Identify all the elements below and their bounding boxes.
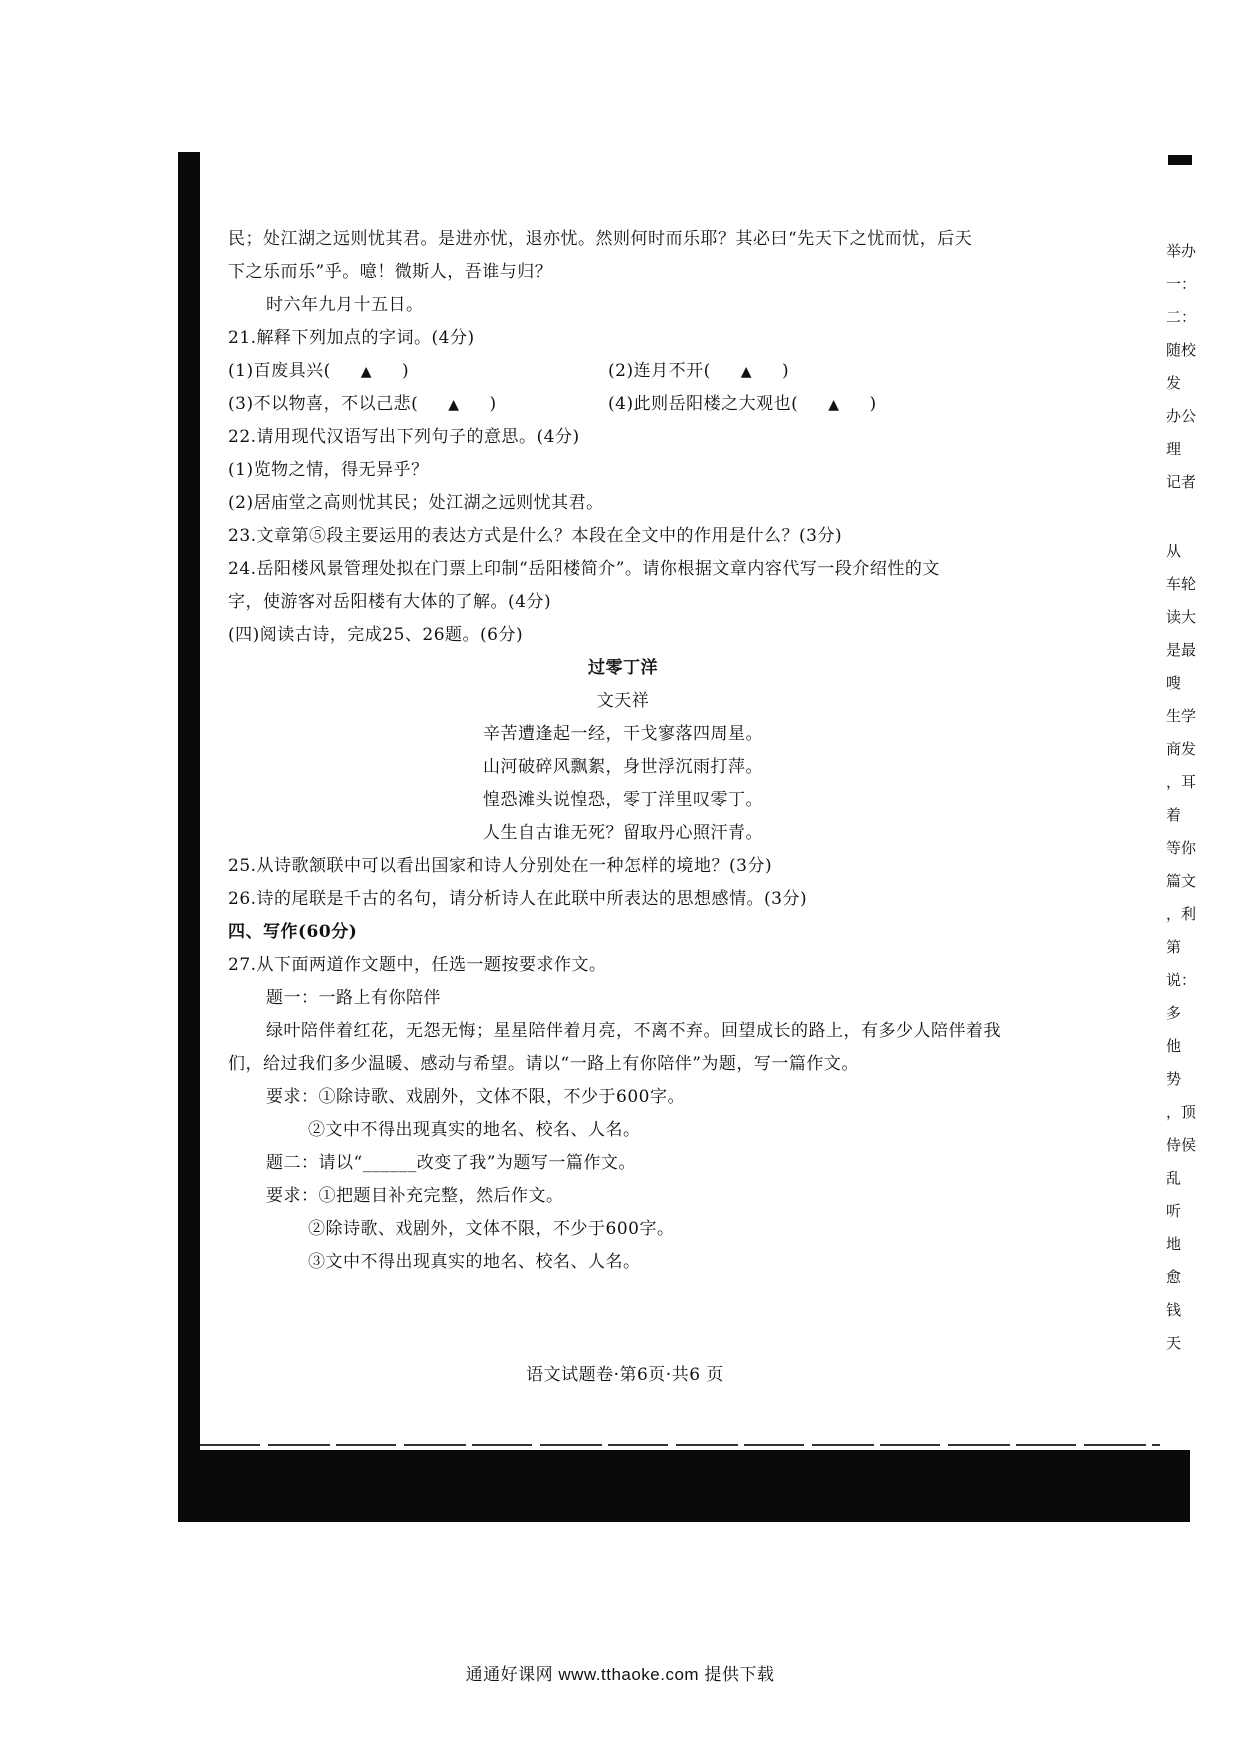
poem-line-1: 辛苦遭逢起一经，干戈寥落四周星。 <box>483 724 763 744</box>
answer-blank-marker: ▲ <box>740 364 752 380</box>
margin-fragment: 钱 <box>1166 1301 1182 1319</box>
margin-fragment: ，耳 <box>1166 773 1197 791</box>
margin-fragment: 说： <box>1166 971 1197 989</box>
margin-fragment: 侍侯 <box>1166 1136 1197 1154</box>
answer-blank-marker: ▲ <box>360 364 372 380</box>
margin-fragment: 举办 <box>1166 242 1197 260</box>
poem-line-3: 惶恐滩头说惶恐，零丁洋里叹零丁。 <box>483 790 763 810</box>
margin-fragment: 地 <box>1166 1235 1182 1253</box>
q21-item-2: (2)连月不开( <box>608 361 711 381</box>
scan-left-border <box>178 152 200 1522</box>
topic-1-title: 题一：一路上有你陪伴 <box>266 988 441 1008</box>
topic-1-requirement-2: ②文中不得出现真实的地名、校名、人名。 <box>308 1120 641 1140</box>
margin-fragment: 发 <box>1166 374 1182 392</box>
margin-fragment: 着 <box>1166 806 1182 824</box>
scan-edge-mark <box>1168 155 1192 165</box>
question-22-sentence-2: (2)居庙堂之高则忧其民；处江湖之远则忧其君。 <box>228 493 604 513</box>
margin-fragment: 听 <box>1166 1202 1182 1220</box>
margin-fragment: 嗖 <box>1166 674 1182 692</box>
poem-author: 文天祥 <box>596 691 650 711</box>
page-footer: 语文试题卷·第6页·共6 页 <box>526 1365 724 1385</box>
margin-fragment: 势 <box>1166 1070 1182 1088</box>
question-27: 27.从下面两道作文题中，任选一题按要求作文。 <box>228 955 607 975</box>
q21-item-3: (3)不以物喜，不以己悲( <box>228 394 419 414</box>
margin-fragment: ，利 <box>1166 905 1197 923</box>
margin-fragment: 愈 <box>1166 1268 1182 1286</box>
download-credit: 通通好课网 www.tthaoke.com 提供下载 <box>465 1665 775 1684</box>
topic-1-requirement-1: 要求：①除诗歌、戏剧外，文体不限，不少于600字。 <box>266 1087 685 1107</box>
passage-line-3: 时六年九月十五日。 <box>266 295 424 315</box>
poem-line-4: 人生自古谁无死？留取丹心照汗青。 <box>483 823 763 843</box>
margin-fragment: 二： <box>1166 308 1197 326</box>
answer-blank-marker: ▲ <box>448 397 460 413</box>
writing-section-heading: 四、写作(60分) <box>228 922 358 942</box>
topic-1-body-1: 绿叶陪伴着红花，无怨无悔；星星陪伴着月亮，不离不弃。回望成长的路上，有多少人陪伴着我 <box>266 1021 1001 1041</box>
margin-fragment: 一： <box>1166 275 1197 293</box>
topic-2-requirement-2: ②除诗歌、戏剧外，文体不限，不少于600字。 <box>308 1219 675 1239</box>
margin-fragment: 第 <box>1166 938 1182 956</box>
q21-item-4: (4)此则岳阳楼之大观也( <box>608 394 799 414</box>
margin-fragment: 办公 <box>1166 407 1197 425</box>
scan-bottom-border <box>178 1450 1190 1522</box>
question-22-stem: 22.请用现代汉语写出下列句子的意思。(4分) <box>228 427 580 447</box>
question-24-line-1: 24.岳阳楼风景管理处拟在门票上印制“岳阳楼简介”。请你根据文章内容代写一段介绍性的文 <box>228 559 940 579</box>
question-25: 25.从诗歌颔联中可以看出国家和诗人分别处在一种怎样的境地？(3分) <box>228 856 773 876</box>
page-bottom-rule <box>200 1444 1160 1446</box>
q21-item-1: (1)百废具兴( <box>228 361 331 381</box>
answer-blank-marker: ▲ <box>828 397 840 413</box>
topic-2-title: 题二：请以“______改变了我”为题写一篇作文。 <box>266 1153 636 1173</box>
question-24-line-2: 字，使游客对岳阳楼有大体的了解。(4分) <box>228 592 552 612</box>
question-21-row-1: (1)百废具兴( ▲ ) (2)连月不开( ▲ ) <box>228 361 790 381</box>
question-22-sentence-1: (1)览物之情，得无异乎？ <box>228 460 429 480</box>
margin-fragment: 多 <box>1166 1004 1182 1022</box>
margin-fragment: 篇文 <box>1166 872 1197 890</box>
margin-fragment: 从 <box>1166 542 1182 560</box>
margin-fragment: 随校 <box>1166 341 1197 359</box>
margin-fragment: 商发 <box>1166 740 1197 758</box>
passage-line-1: 民；处江湖之远则忧其君。是进亦忧，退亦忧。然则何时而乐耶？其必曰“先天下之忧而忧，后天 <box>228 229 973 249</box>
margin-fragment: 天 <box>1166 1334 1182 1352</box>
topic-2-requirement-1: 要求：①把题目补充完整，然后作文。 <box>266 1186 564 1206</box>
poem-title: 过零丁洋 <box>588 658 658 678</box>
question-23: 23.文章第⑤段主要运用的表达方式是什么？本段在全文中的作用是什么？(3分) <box>228 526 843 546</box>
question-21-stem: 21.解释下列加点的字词。(4分) <box>228 328 475 348</box>
margin-fragment: 乱 <box>1166 1169 1182 1187</box>
margin-fragment: ，顶 <box>1166 1103 1197 1121</box>
question-26: 26.诗的尾联是千古的名句，请分析诗人在此联中所表达的思想感情。(3分) <box>228 889 808 909</box>
margin-fragment: 车轮 <box>1166 575 1197 593</box>
passage-line-2: 下之乐而乐”乎。噫！微斯人，吾谁与归？ <box>228 262 553 282</box>
margin-fragment: 理 <box>1166 440 1182 458</box>
margin-fragment: 读大 <box>1166 608 1197 626</box>
margin-fragment: 生学 <box>1166 707 1197 725</box>
margin-fragment: 他 <box>1166 1037 1182 1055</box>
question-21-row-2: (3)不以物喜，不以己悲( ▲ ) (4)此则岳阳楼之大观也( ▲ ) <box>228 394 877 414</box>
section-4-heading: (四)阅读古诗，完成25、26题。(6分) <box>228 625 524 645</box>
topic-1-body-2: 们，给过我们多少温暖、感动与希望。请以“一路上有你陪伴”为题，写一篇作文。 <box>228 1054 859 1074</box>
poem-line-2: 山河破碎风飘絮，身世浮沉雨打萍。 <box>483 757 763 777</box>
topic-2-requirement-3: ③文中不得出现真实的地名、校名、人名。 <box>308 1252 641 1272</box>
margin-fragment: 记者 <box>1166 473 1197 491</box>
margin-fragment: 是最 <box>1166 641 1197 659</box>
margin-fragment: 等你 <box>1166 839 1197 857</box>
